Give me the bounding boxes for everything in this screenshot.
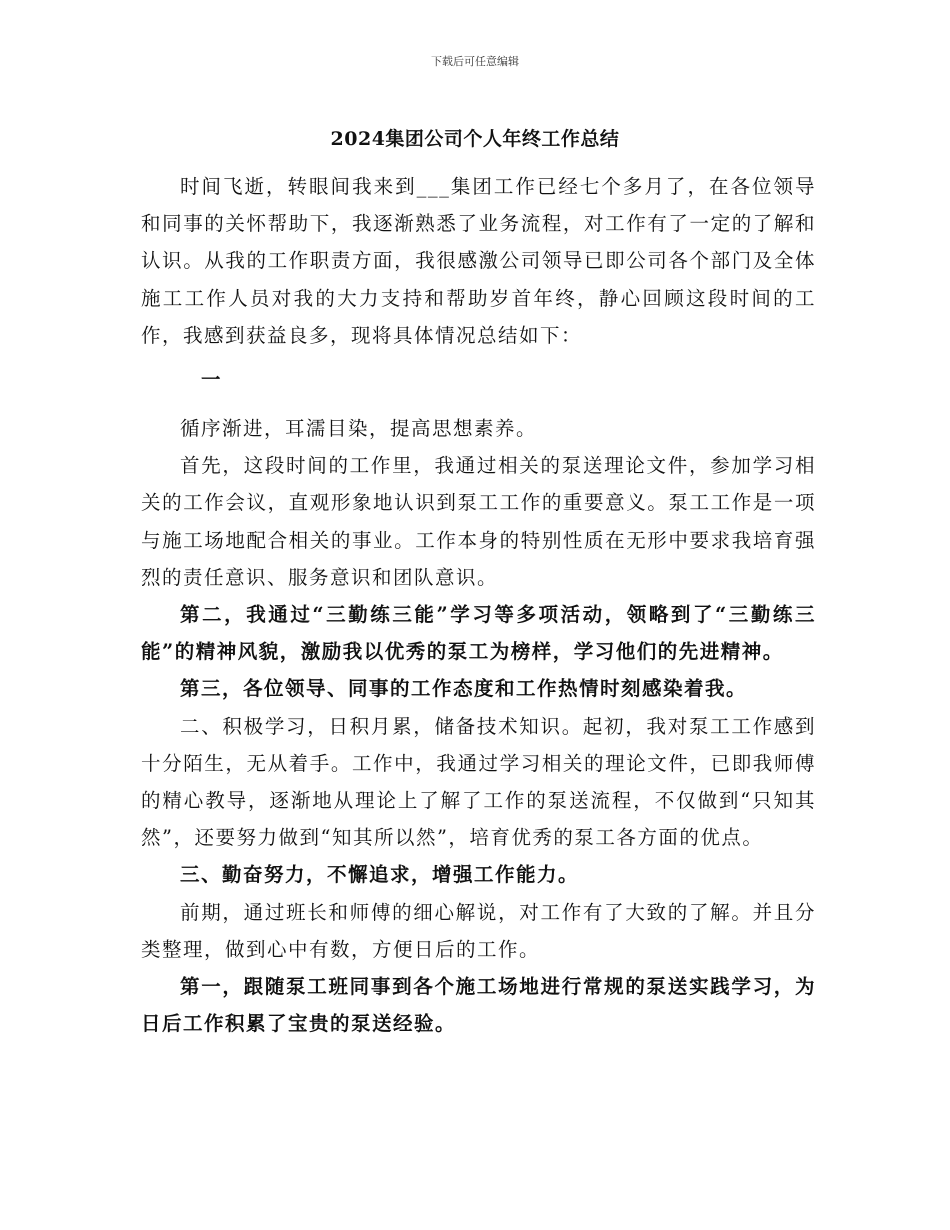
paragraph-early-stage: 前期，通过班长和师傅的细心解说，对工作有了大致的了解。并且分类整理，做到心中有数，方便日后的工作。	[141, 900, 816, 961]
document-body	[141, 168, 816, 1042]
paragraph-intro: 时间飞逝，转眼间我来到___集团工作已经七个多月了，在各位领导和同事的关怀帮助下，我逐渐熟悉了业务流程，对工作有了一定的了解和认识。从我的工作职责方面，我很感激公司领导已即公司各个部门及全体施工工作人员对我的大力支持和帮助岁首年终，静心回顾这段时间的工作，我感到获益良多，现将具体情况总结如下：	[141, 175, 816, 347]
paragraph-section-one-title: 循序渐进，耳濡目染，提高思想素养。	[180, 417, 538, 441]
section-number-one: 一	[201, 368, 221, 392]
paragraph-first-point: 首先，这段时间的工作里，我通过相关的泵送理论文件，参加学习相关的工作会议，直观形象地认识到泵工工作的重要意义。泵工工作是一项与施工场地配合相关的事业。工作本身的特别性质在无形中要求我培育强烈的责任意识、服务意识和团队意识。	[141, 454, 816, 589]
paragraph-first-practice: 第一，跟随泵工班同事到各个施工场地进行常规的泵送实践学习，为日后工作积累了宝贵的泵送经验。	[141, 975, 816, 1036]
paragraph-third-point: 第三，各位领导、同事的工作态度和工作热情时刻感染着我。	[180, 677, 748, 701]
paragraph-section-two: 二、积极学习，日积月累，储备技术知识。起初，我对泵工工作感到十分陌生，无从着手。工作中，我通过学习相关的理论文件，已即我师傅的精心教导，逐渐地从理论上了解了工作的泵送流程，不仅做到“只知其然”，还要努力做到“知其所以然”，培育优秀的泵工各方面的优点。	[141, 714, 816, 850]
header-note: 下载后可任意编辑	[431, 55, 519, 68]
paragraph-second-point: 第二，我通过“三勤练三能”学习等多项活动，领略到了“三勤练三能”的精神风貌，激励我以优秀的泵工为榜样，学习他们的先进精神。	[141, 603, 816, 664]
document-title: 2024集团公司个人年终工作总结	[330, 128, 620, 150]
paragraph-section-three-heading: 三、勤奋努力，不懈追求，增强工作能力。	[180, 863, 580, 887]
